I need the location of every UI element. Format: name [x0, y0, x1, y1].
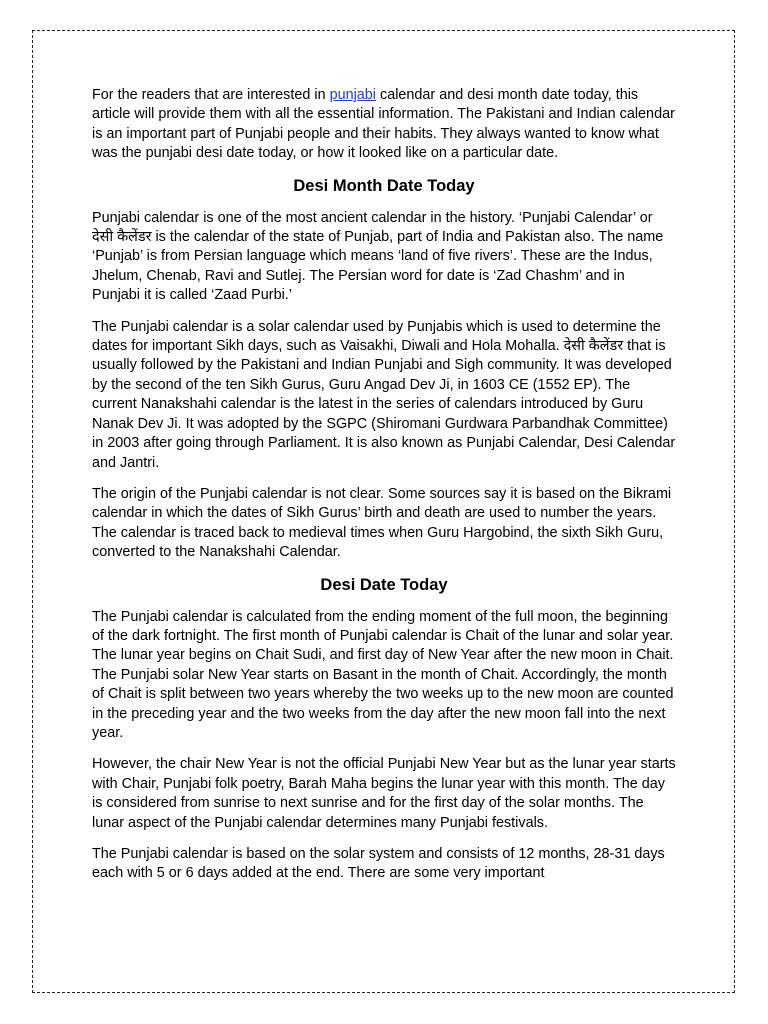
- section-heading-desi-month-date-today: Desi Month Date Today: [293, 176, 475, 195]
- intro-paragraph: [92, 86, 676, 164]
- intro-text-before-link: For the readers that are interested in: [92, 87, 330, 103]
- section-heading-desi-date-today: Desi Date Today: [320, 575, 448, 594]
- paragraph: The Punjabi calendar is based on the solar system and consists of 12 months, 28-31 days each with 5 or 6 days added at the end. There are some very important: [92, 846, 665, 882]
- intro-text-after-link: calendar and desi month date today, this article will provide them with all the essential information. The Pakistani and Indian calendar is an important part of Punjabi people and their habits. They always wanted to know what was the punjabi desi date today, or how it looked like on a particular date.: [92, 87, 675, 162]
- paragraph: The origin of the Punjabi calendar is not clear. Some sources say it is based on the Bikrami calendar in which the dates of Sikh Gurus’ birth and death are used to number the years. The calendar is traced back to medieval times when Guru Hargobind, the sixth Sikh Guru, converted to the Nanakshahi Calendar.: [92, 485, 672, 561]
- paragraph: The Punjabi calendar is a solar calendar used by Punjabis which is used to determine the dates for important Sikh days, such as Vaisakhi, Diwali and Hola Mohalla. देसी कैलेंडर that is usually followed by the Pakistani and Indian Punjabi and Sigh community. It was developed by the second of the ten Sikh Gurus, Guru Angad Dev Ji, in 1603 CE (1552 EP). The current Nanakshahi calendar is the latest in the series of calendars introduced by Guru Nanak Dev Ji. It was adopted by the SGPC (Shiromani Gurdwara Parbandhak Committee) in 2003 after going through Parliament. It is also known as Punjabi Calendar, Desi Calendar and Jantri.: [92, 318, 676, 471]
- paragraph: The Punjabi calendar is calculated from the ending moment of the full moon, the beginning of the dark fortnight. The first month of Punjabi calendar is Chait of the lunar and solar year. The lunar year begins on Chait Sudi, and first day of New Year after the new moon in Chait. The Punjabi solar New Year starts on Basant in the month of Chait. Accordingly, the month of Chait is split between two years whereby the two weeks up to the new moon are counted in the preceding year and the two weeks from the day after the new moon fall into the next year.: [92, 608, 674, 741]
- punjabi-link[interactable]: punjabi: [329, 87, 376, 103]
- document-body: [92, 86, 676, 896]
- paragraph: However, the chair New Year is not the official Punjabi New Year but as the lunar year starts with Chair, Punjabi folk poetry, Barah Maha begins the lunar year with this month. The day is considered from sunrise to next sunrise and for the first day of the solar months. The lunar aspect of the Punjabi calendar determines many Punjabi festivals.: [92, 756, 676, 831]
- paragraph: Punjabi calendar is one of the most ancient calendar in the history. ‘Punjabi Calendar’ or देसी कैलेंडर is the calendar of the state of Punjab, part of India and Pakistan also. The name ‘Punjab’ is from Persian language which means ‘land of five rivers’. These are the Indus, Jhelum, Chenab, Ravi and Sutlej. The Persian word for date is ‘Zad Chashm’ and in Punjabi it is called ‘Zaad Purbi.’: [92, 209, 664, 304]
